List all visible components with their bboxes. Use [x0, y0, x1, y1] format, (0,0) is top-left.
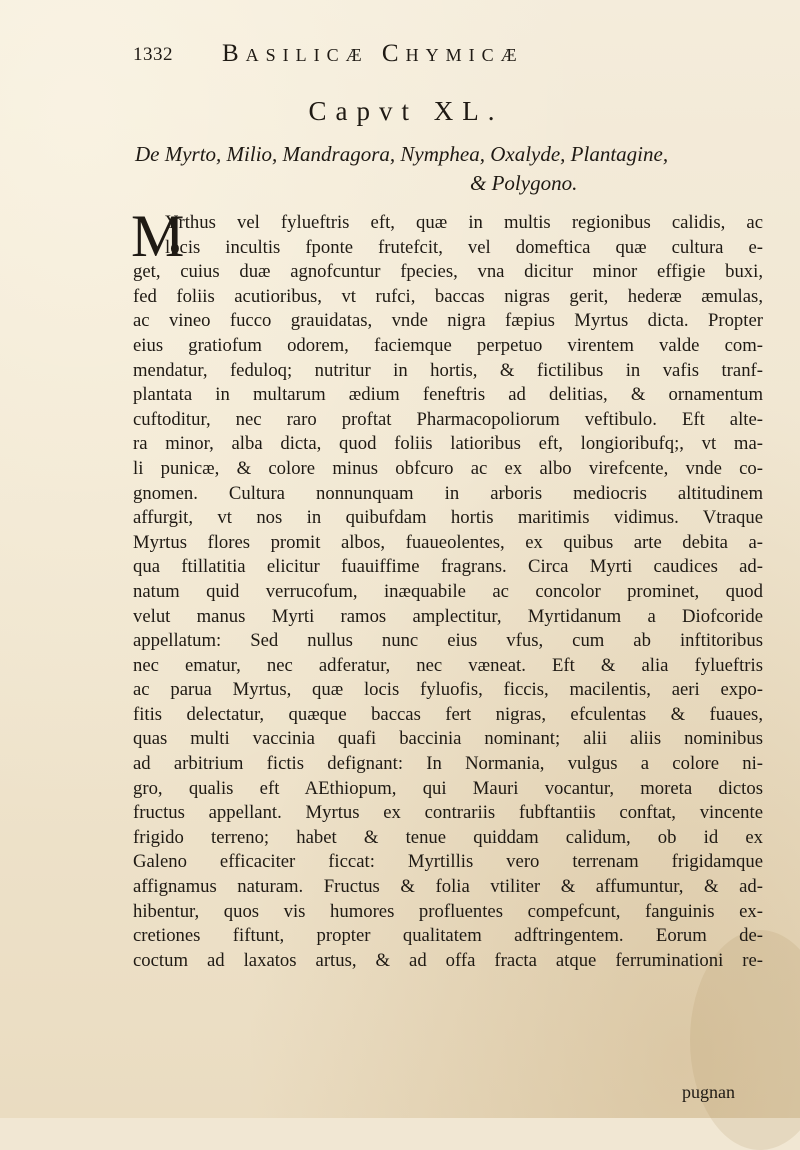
- text-line: ad arbitrium fictis defignant: In Normania, vulgus a colore ni-: [133, 753, 763, 775]
- text-line: fitis delectatur, quæque baccas fert nigras, efculentas & fuaues,: [133, 703, 763, 725]
- text-line: mendatur, feduloq; nutritur in hortis, & fictilibus in vafis tranf-: [133, 359, 763, 381]
- text-line: qua ftillatitia elicitur fuauiffime fragrans. Circa Myrti caudices ad-: [133, 556, 763, 578]
- text-line: cretiones fiftunt, propter qualitatem adftringentem. Eorum de-: [133, 925, 763, 947]
- text-line: coctum ad laxatos artus, & ad offa fracta atque ferruminationi re-: [133, 949, 763, 971]
- text-line: nec ematur, nec adferatur, nec væneat. Eft & alia fylueftris: [133, 654, 763, 676]
- text-line: gnomen. Cultura nonnunquam in arboris mediocris altitudinem: [133, 482, 763, 504]
- running-title: Basilicæ Chymicæ: [222, 40, 524, 67]
- text-line: quas multi vaccinia quafi baccinia nominant; alii aliis nominibus: [133, 728, 763, 750]
- text-line: Galeno efficaciter ficcat: Myrtillis vero terrenam frigidamque: [133, 851, 763, 873]
- text-line: get, cuius duæ agnofcuntur fpecies, vna dicitur minor effigie buxi,: [133, 261, 763, 283]
- text-line: affignamus naturam. Fructus & folia vtiliter & affumuntur, & ad-: [133, 876, 763, 898]
- text-line: locis incultis fponte frutefcit, vel domeftica quæ cultura e-: [165, 236, 763, 258]
- catchword: pugnan: [682, 1082, 735, 1102]
- text-line: ra minor, alba dicta, quod foliis latioribus eft, longioribufq;, vt ma-: [133, 433, 763, 455]
- text-line: Myrtus flores promit albos, fuaueolentes, ex quibus arte debita a-: [133, 531, 763, 553]
- text-line: Yrthus vel fylueftris eft, quæ in multis regionibus calidis, ac: [165, 212, 763, 233]
- chapter-title-line-2: & Polygono.: [470, 171, 578, 195]
- chapter-heading: Capvt XL.: [308, 96, 504, 126]
- chapter-title: [135, 140, 755, 198]
- chapter-title-line-1: De Myrto, Milio, Mandragora, Nymphea, Oxalyde, Plantagine,: [135, 142, 669, 166]
- text-line: ac vineo fucco grauidatas, vnde nigra fæpius Myrtus dicta. Propter: [133, 310, 763, 332]
- drop-capital: M: [131, 203, 185, 269]
- text-line: affurgit, vt nos in quibufdam hortis maritimis vidimus. Vtraque: [133, 507, 763, 529]
- page-number: 1332: [133, 44, 173, 65]
- text-line: velut manus Myrti ramos amplectitur, Myrtidanum a Diofcoride: [133, 605, 763, 627]
- text-line: appellatum: Sed nullus nunc eius vfus, cum ab inftitoribus: [133, 630, 763, 652]
- text-line: fed foliis acutioribus, vt rufci, baccas nigras gerit, hederæ æmulas,: [133, 285, 763, 307]
- text-line: cuftoditur, nec raro proftat Pharmacopoliorum veftibulo. Eft alte-: [133, 408, 763, 430]
- text-line: li punicæ, & colore minus obfcuro ac ex albo virefcente, vnde co-: [133, 457, 763, 479]
- text-line: plantata in multarum ædium feneftris ad delitias, & ornamentum: [133, 384, 763, 406]
- text-line: eius gratiofum odorem, faciemque perpetuo virentem valde com-: [133, 334, 763, 356]
- text-line: fructus appellant. Myrtus ex contrariis fubftantiis conftat, vincente: [133, 802, 763, 824]
- text-line: ac parua Myrtus, quæ locis fyluofis, ficcis, macilentis, aeri expo-: [133, 679, 763, 701]
- text-line: hibentur, quos vis humores profluentes compefcunt, fanguinis ex-: [133, 900, 763, 922]
- text-line: frigido terreno; habet & tenue quiddam calidum, ob id ex: [133, 826, 763, 848]
- text-line: natum quid verrucofum, inæquabile ac concolor prominet, quod: [133, 580, 763, 602]
- body-paragraph: [131, 203, 763, 973]
- page-header: [0, 40, 800, 84]
- text-line: gro, qualis eft AEthiopum, qui Mauri vocantur, moreta dictos: [133, 777, 763, 799]
